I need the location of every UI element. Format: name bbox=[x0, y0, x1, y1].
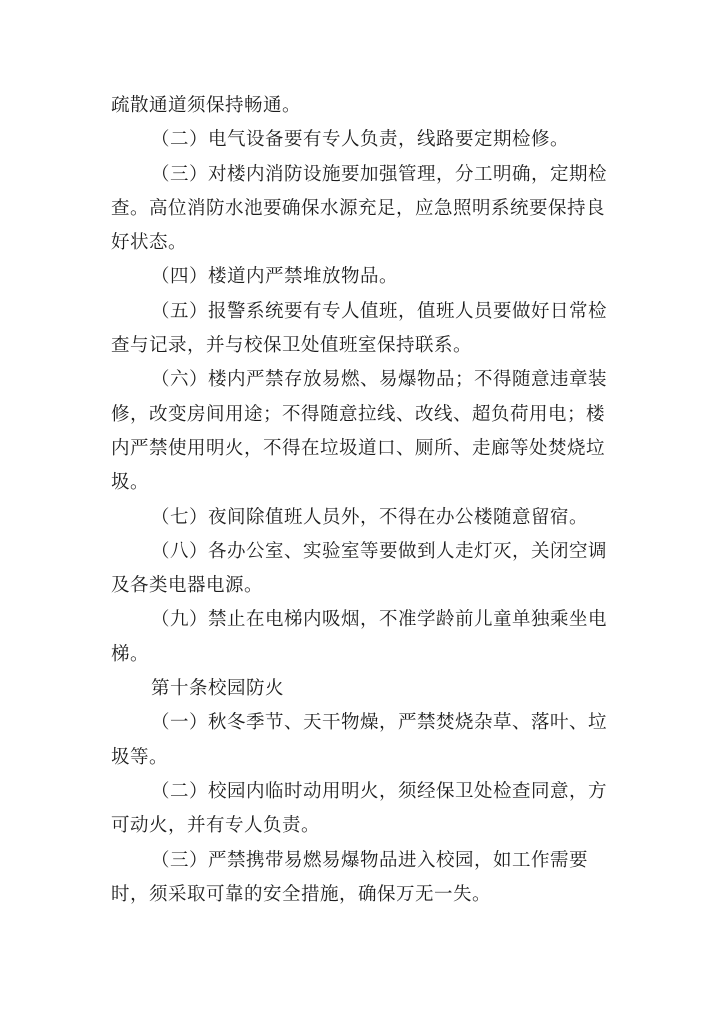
section-paragraph-3: （三）严禁携带易燃易爆物品进入校园，如工作需要时，须采取可靠的安全措施，确保万无一失。 bbox=[111, 849, 589, 905]
paragraph-item-2: （二）电气设备要有专人负责，线路要定期检修。 bbox=[151, 129, 570, 151]
paragraph-item-7: （七）夜间除值班人员外，不得在办公楼随意留宿。 bbox=[151, 506, 589, 528]
paragraph-item-4: （四）楼道内严禁堆放物品。 bbox=[151, 266, 399, 288]
paragraph-item-3: （三）对楼内消防设施要加强管理，分工明确，定期检查。高位消防水池要确保水源充足，应急照明系统要保持良好状态。 bbox=[111, 163, 608, 254]
paragraph-item-5: （五）报警系统要有专人值班，值班人员要做好日常检查与记录，并与校保卫处值班室保持联系。 bbox=[111, 300, 608, 357]
document-body bbox=[111, 89, 611, 912]
section-heading: 第十条校园防火 bbox=[151, 678, 285, 700]
paragraph-item-8: （八）各办公室、实验室等要做到人走灯灭，关闭空调及各类电器电源。 bbox=[111, 540, 608, 597]
paragraph-continuation: 疏散通道须保持畅通。 bbox=[111, 95, 302, 116]
paragraph-item-9: （九）禁止在电梯内吸烟，不准学龄前儿童单独乘坐电梯。 bbox=[111, 609, 608, 665]
section-paragraph-1: （一）秋冬季节、天干物燥，严禁焚烧杂草、落叶、垃圾等。 bbox=[111, 712, 608, 768]
section-paragraph-2: （二）校园内临时动用明火，须经保卫处检查同意，方可动火，并有专人负责。 bbox=[111, 780, 608, 837]
paragraph-item-6: （六）楼内严禁存放易燃、易爆物品；不得随意违章装修，改变房间用途；不得随意拉线、改线、超负荷用电；楼内严禁使用明火，不得在垃圾道口、厕所、走廊等处焚烧垃圾。 bbox=[111, 369, 608, 494]
